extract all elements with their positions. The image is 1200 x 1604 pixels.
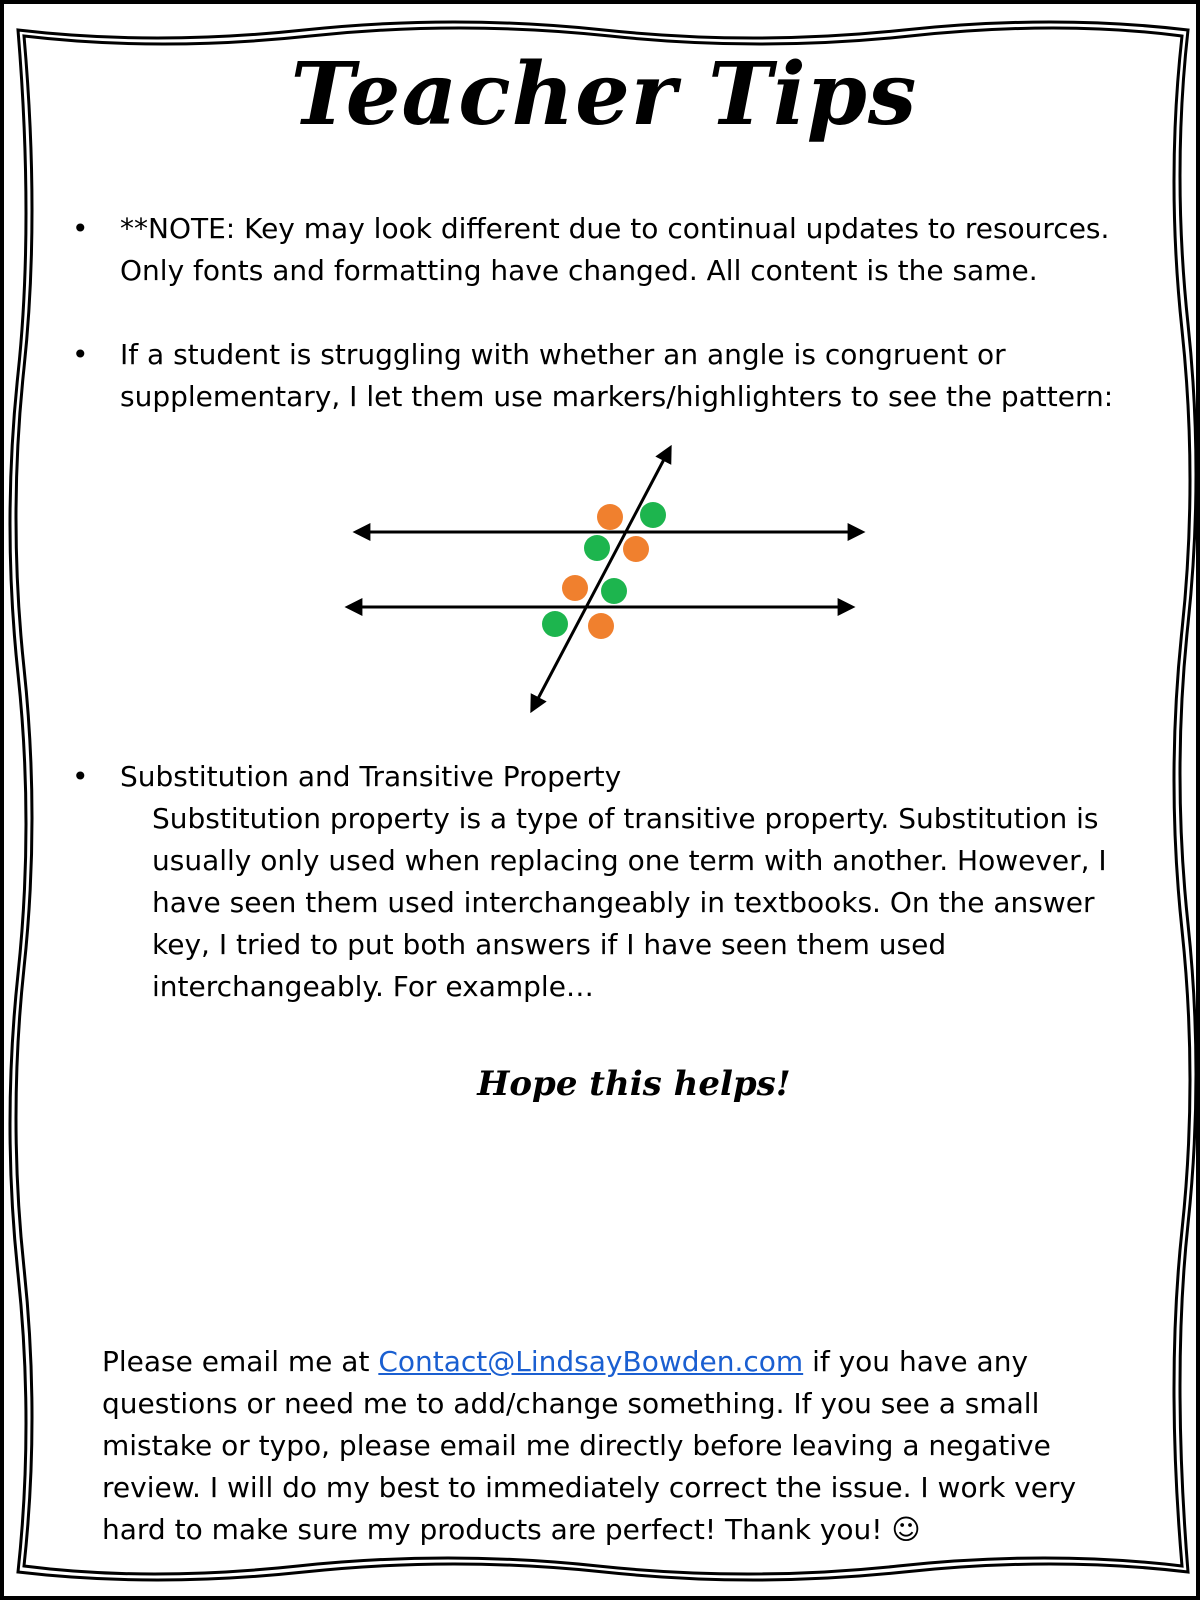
- tip-substitution-body: Substitution property is a type of transitive property. Substitution is usually only used when replacing one term with another. However, I have seen them used interchangeably in textbooks. On the answer key, I tried to put both answers if I have seen them used interchangeably. For example…: [152, 802, 1107, 1003]
- tip-note: **NOTE: Key may look different due to continual updates to resources. Only fonts and formatting have changed. All content is the same.: [120, 212, 1110, 287]
- angle-dot-orange: [623, 536, 649, 562]
- tip-substitution-heading: Substitution and Transitive Property: [120, 760, 622, 793]
- bullet-3: •: [72, 760, 89, 793]
- angle-dot-orange: [597, 504, 623, 530]
- angle-dot-green: [542, 611, 568, 637]
- bullet-2: •: [72, 338, 89, 371]
- angle-dot-orange: [588, 613, 614, 639]
- contact-paragraph: [102, 1341, 1112, 1551]
- page-title: Teacher Tips: [290, 44, 918, 145]
- contact-email-link[interactable]: Contact@LindsayBowden.com: [378, 1345, 804, 1378]
- transversal-line: [532, 448, 670, 710]
- angle-dot-green: [601, 578, 627, 604]
- contact-text-before: Please email me at: [102, 1345, 379, 1378]
- closing-message: Hope this helps!: [477, 1064, 791, 1104]
- angle-dot-green: [584, 535, 610, 561]
- bullet-1: •: [72, 212, 89, 245]
- angle-dot-orange: [562, 575, 588, 601]
- tip-angles: If a student is struggling with whether an angle is congruent or supplementary, I let them use markers/highlighters to see the pattern:: [120, 338, 1114, 413]
- parallel-lines-diagram: [344, 444, 884, 734]
- angle-dot-green: [640, 502, 666, 528]
- contact-text-after: if you have any questions or need me to add/change something. If you see a small mistake or typo, please email me directly before leaving a negative review. I will do my best to immediately correct the issue. I work very hard to make sure my products are perfect! Thank you! ☺: [102, 1345, 1077, 1546]
